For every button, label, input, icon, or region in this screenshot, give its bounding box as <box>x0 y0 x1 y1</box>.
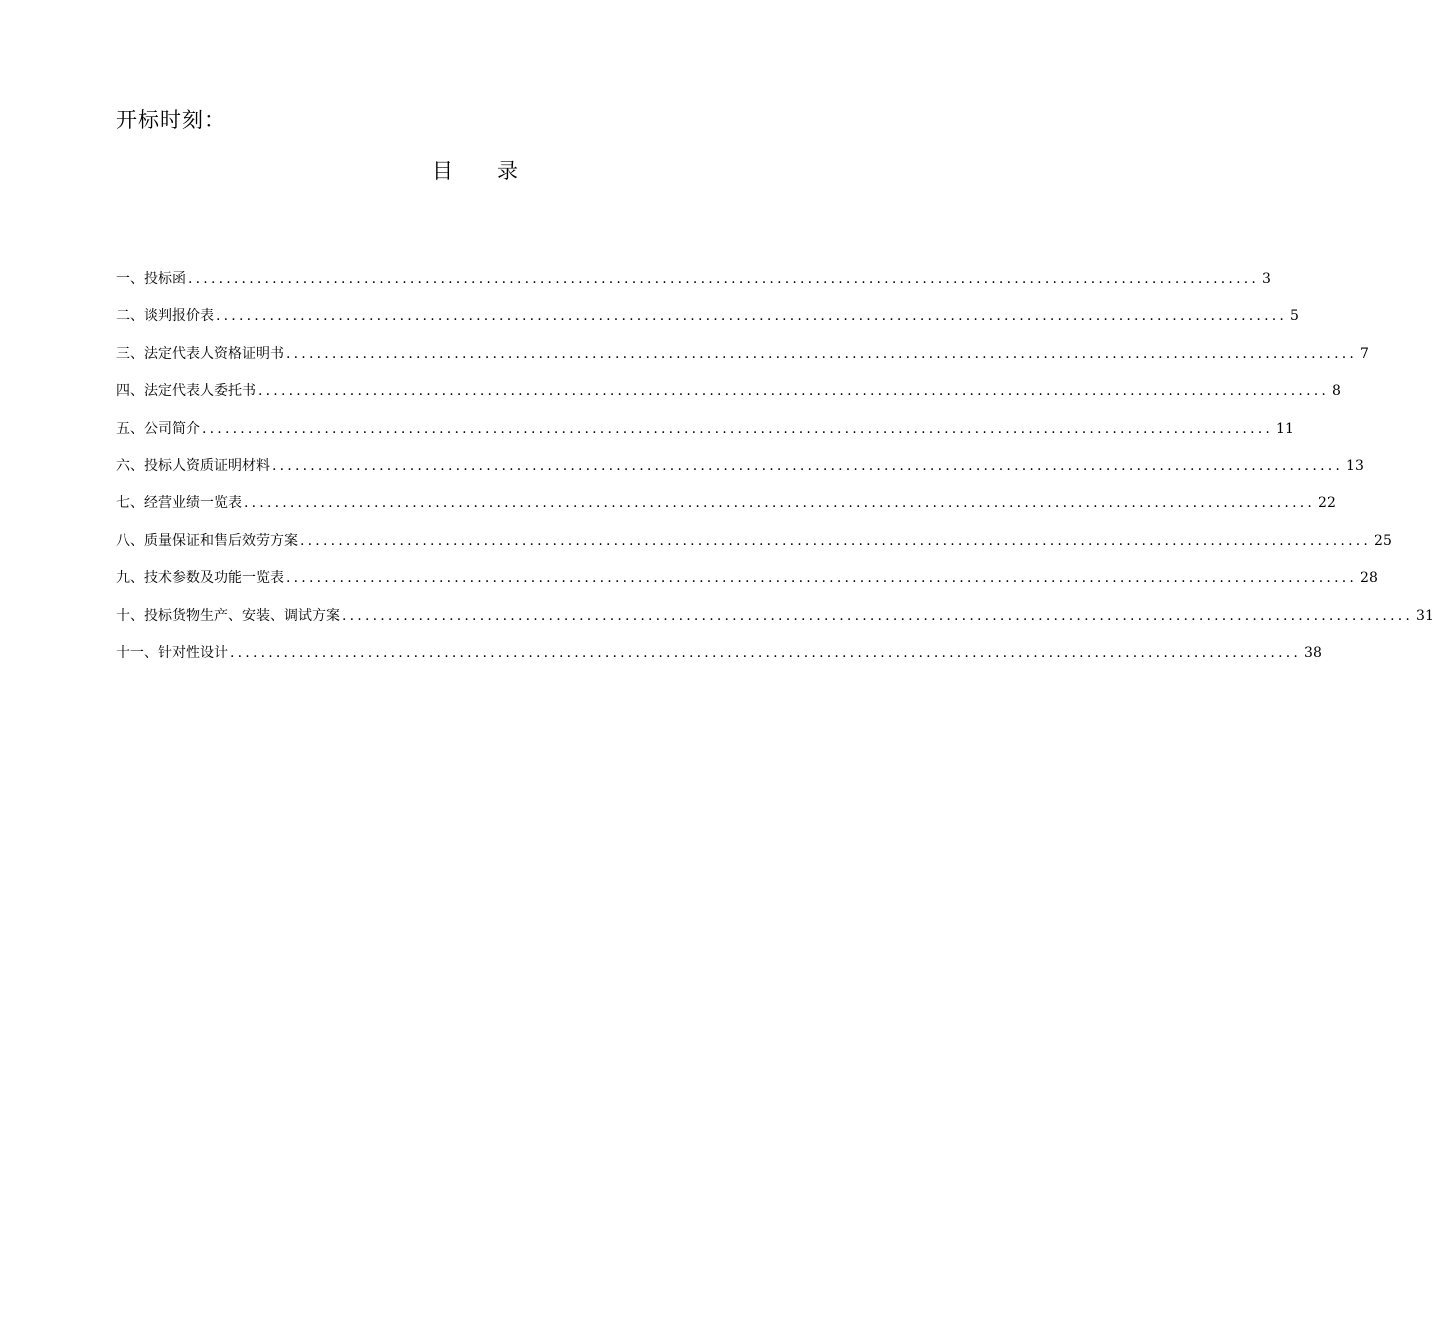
toc-entry-label: 九、技术参数及功能一览表 <box>116 570 284 587</box>
toc-page-number: 31 <box>1416 607 1434 624</box>
toc-entry-11[interactable] <box>116 642 1322 679</box>
toc-page-number: 8 <box>1332 383 1341 400</box>
toc-dot-leader: ............................................................................................................................................ <box>230 644 1302 661</box>
toc-dot-leader: ............................................................................................................................................ <box>202 420 1274 437</box>
toc-dot-leader: ............................................................................................................................................ <box>258 383 1330 400</box>
toc-entry-label: 五、公司简介 <box>116 420 200 437</box>
toc-page-number: 28 <box>1360 570 1378 587</box>
toc-entry-9[interactable] <box>116 567 1378 604</box>
toc-dot-leader: ............................................................................................................................................ <box>244 495 1316 512</box>
toc-entry-label: 三、法定代表人资格证明书 <box>116 345 284 362</box>
toc-dot-leader: ............................................................................................................................................ <box>216 308 1288 325</box>
toc-entry-3[interactable] <box>116 343 1369 380</box>
toc-entry-label: 二、谈判报价表 <box>116 308 214 325</box>
toc-page-number: 7 <box>1360 345 1369 362</box>
toc-entry-6[interactable] <box>116 455 1364 492</box>
toc-entry-1[interactable] <box>116 268 1271 305</box>
toc-page-number: 13 <box>1346 457 1364 474</box>
toc-title: 目录 <box>432 159 562 183</box>
toc-entry-5[interactable] <box>116 418 1294 455</box>
toc-entry-label: 七、经营业绩一览表 <box>116 495 242 512</box>
bid-opening-time-heading: 开标时刻： <box>116 108 226 132</box>
toc-page-number: 22 <box>1318 495 1336 512</box>
toc-dot-leader: ............................................................................................................................................ <box>342 607 1414 624</box>
toc-entry-7[interactable] <box>116 492 1336 529</box>
toc-dot-leader: ............................................................................................................................................ <box>300 532 1372 549</box>
toc-entry-8[interactable] <box>116 530 1392 567</box>
toc-page-number: 38 <box>1304 644 1322 661</box>
toc-dot-leader: ............................................................................................................................................ <box>286 345 1358 362</box>
toc-page-number: 11 <box>1276 420 1294 437</box>
toc-entry-10[interactable] <box>116 605 1434 642</box>
toc-dot-leader: ............................................................................................................................................ <box>286 570 1358 587</box>
toc-page-number: 3 <box>1262 271 1271 287</box>
toc-entry-label: 十一、针对性设计 <box>116 644 228 661</box>
toc-entry-label: 八、质量保证和售后效劳方案 <box>116 532 298 549</box>
toc-dot-leader: ............................................................................................................................................ <box>188 271 1260 287</box>
table-of-contents <box>116 268 1434 679</box>
toc-dot-leader: ............................................................................................................................................ <box>272 457 1344 474</box>
toc-entry-2[interactable] <box>116 305 1299 342</box>
toc-entry-4[interactable] <box>116 380 1341 417</box>
toc-entry-label: 一、投标函 <box>116 271 186 287</box>
toc-page-number: 5 <box>1290 308 1299 325</box>
toc-page-number: 25 <box>1374 532 1392 549</box>
toc-entry-label: 四、法定代表人委托书 <box>116 383 256 400</box>
toc-entry-label: 十、投标货物生产、安装、调试方案 <box>116 607 340 624</box>
toc-entry-label: 六、投标人资质证明材料 <box>116 457 270 474</box>
